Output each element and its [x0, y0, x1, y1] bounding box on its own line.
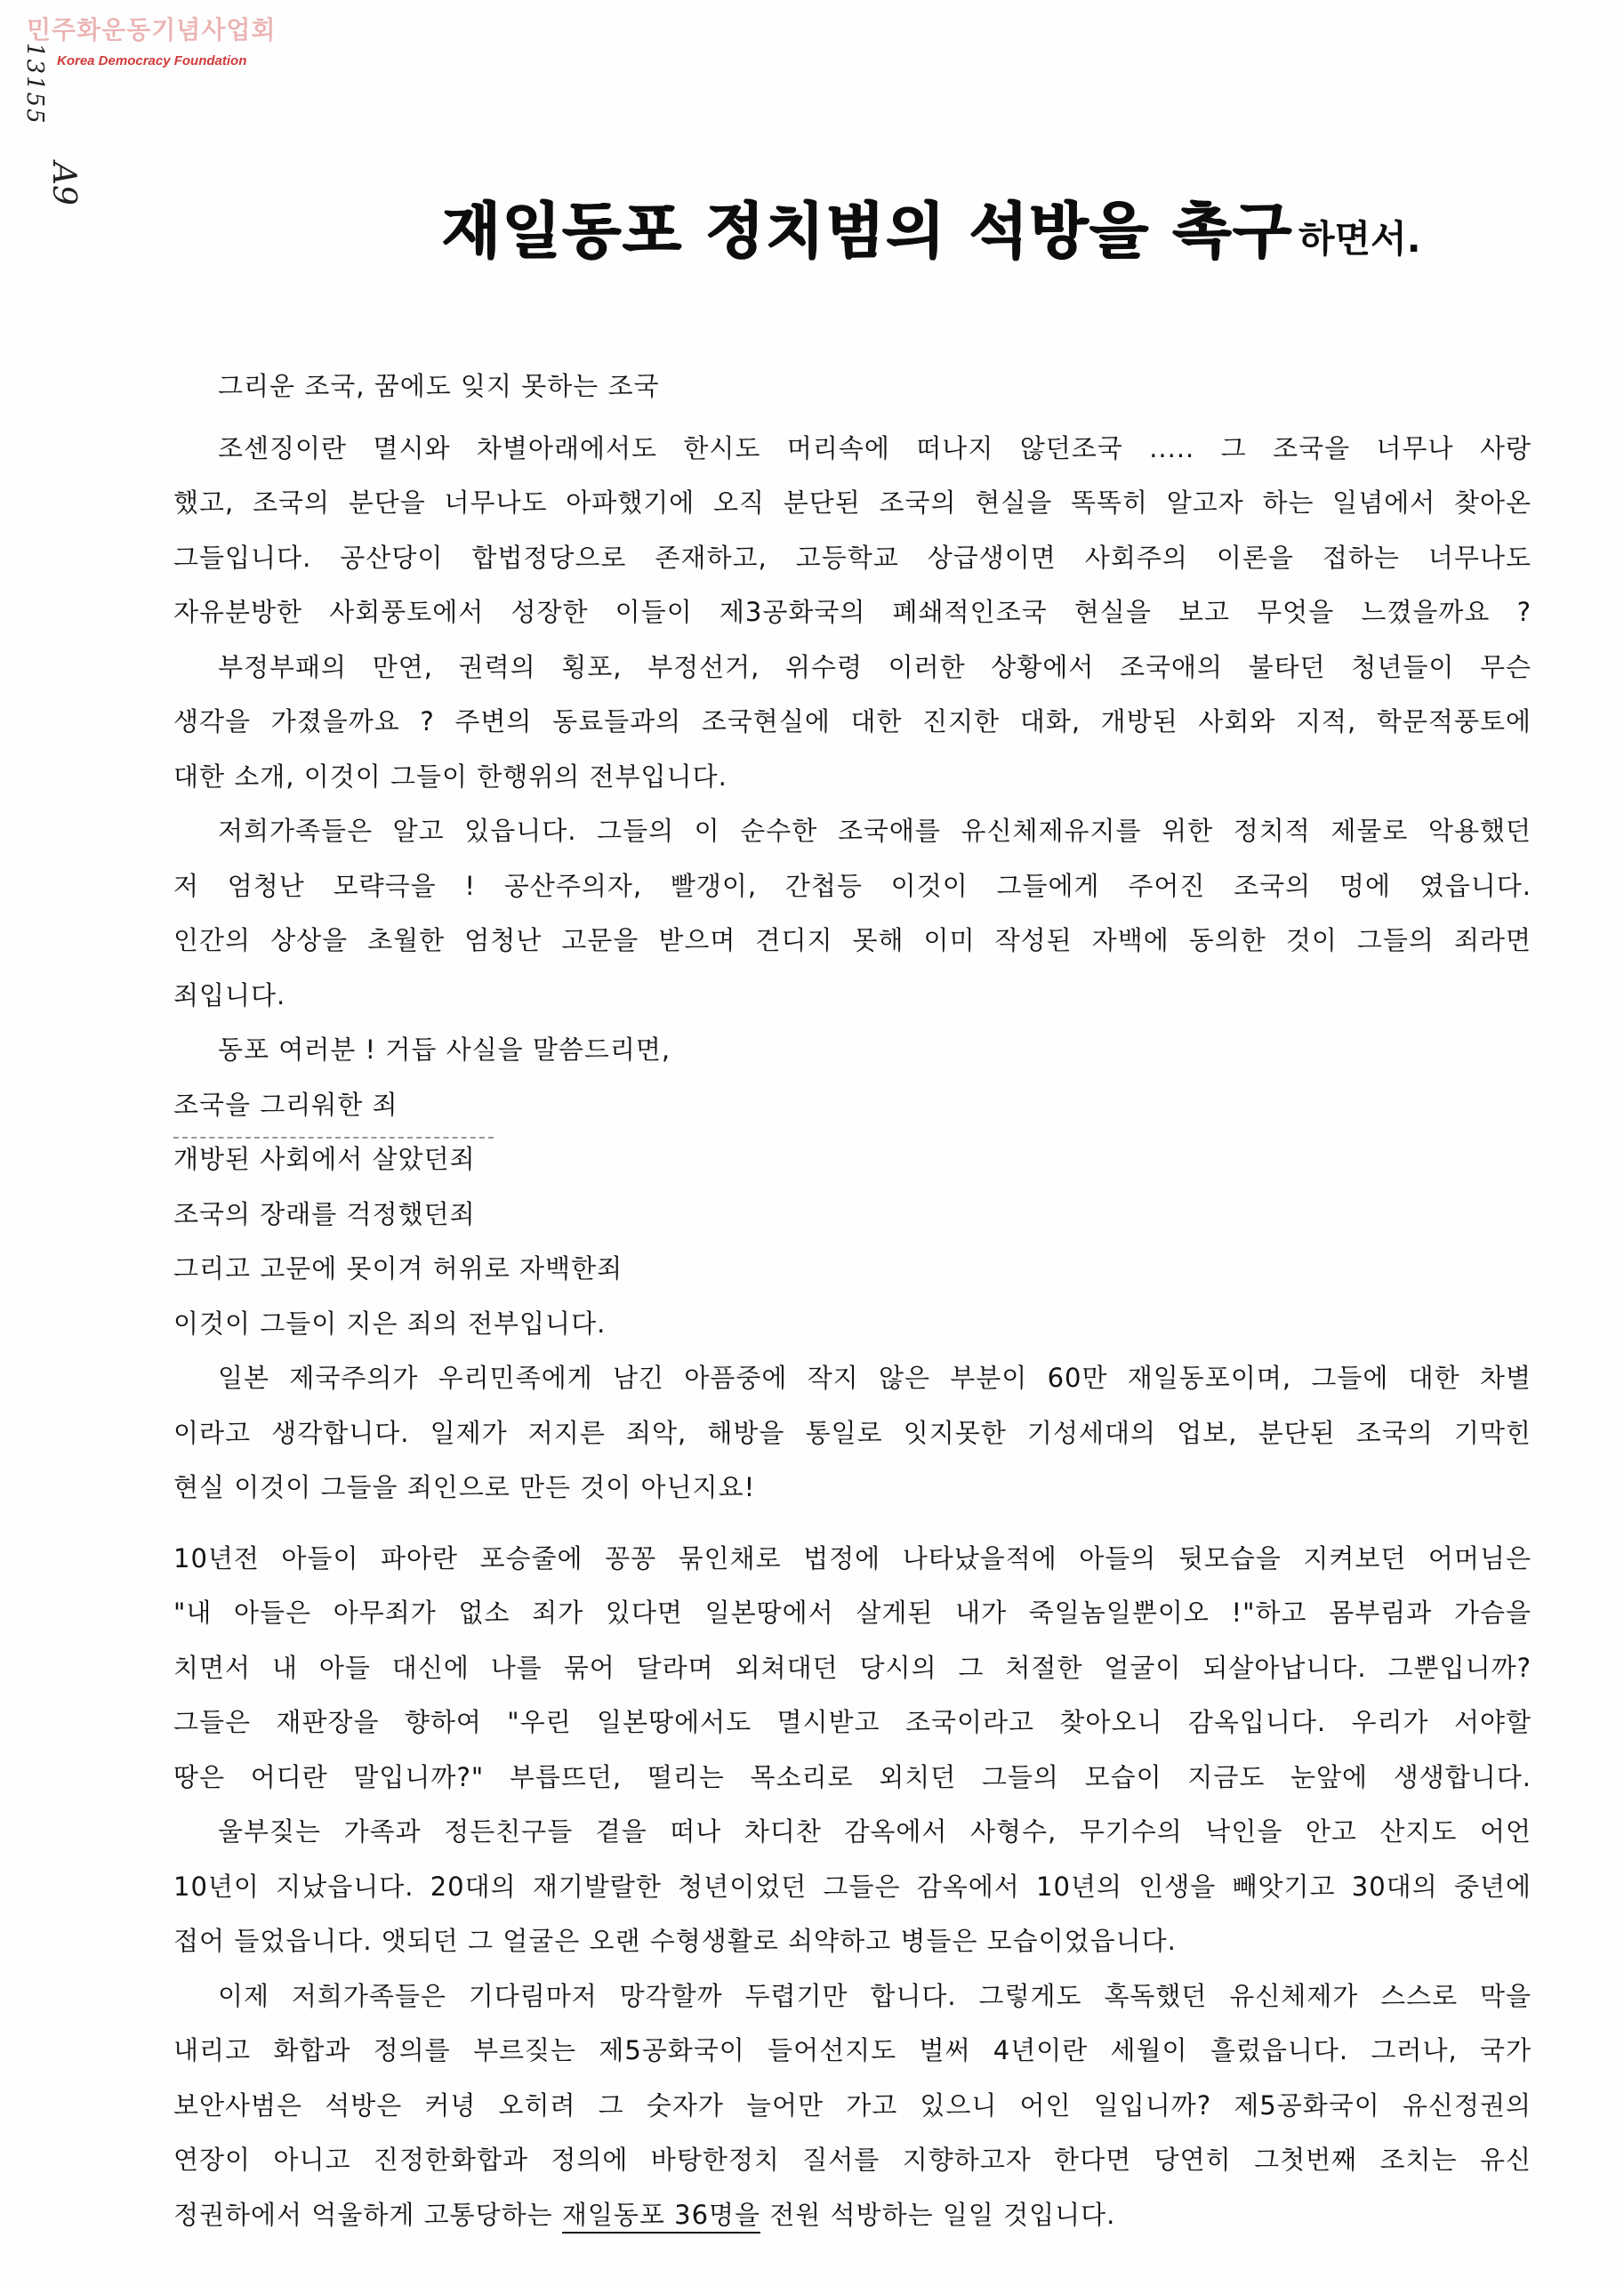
underlined-demand: 재일동포 36명을: [562, 2200, 760, 2234]
document-body: [173, 359, 1532, 2242]
body-line: 그리운 조국, 꿈에도 잊지 못하는 조국: [218, 371, 660, 401]
list-item: 그리고 고문에 못이겨 허위로 자백한죄: [173, 1253, 623, 1284]
body-line: 접어 들었읍니다. 앳되던 그 얼굴은 오랜 수형생활로 쇠약하고 병들은 모습이었읍니다.: [173, 1926, 1177, 1956]
paragraph-corruption: [173, 640, 1532, 805]
body-line: 자유분방한 사회풍토에서 성장한 이들이 제3공화국의 폐쇄적인조국 현실을 보고 무엇을 느꼈을까요 ?: [173, 597, 1532, 627]
body-line: 일본 제국주의가 우리민족에게 남긴 아픔중에 작지 않은 부분이 60만 재일동포이며, 그들에 대한 차별: [218, 1363, 1532, 1393]
paragraph-courtroom: [173, 1532, 1532, 1806]
body-line: 이것이 그들이 지은 죄의 전부입니다.: [173, 1308, 607, 1339]
paragraph-families-know: [173, 804, 1532, 1023]
body-line: 치면서 내 아들 대신에 나를 묶어 달라며 외쳐대던 당시의 그 처절한 얼굴이 되살아납니다. 그뿐입니까?: [173, 1652, 1532, 1683]
list-item: 조국을 그리워한 죄: [173, 1089, 398, 1120]
closing-line-end: 전원 석방하는 일일 것입니다.: [760, 2199, 1116, 2230]
body-line: 이제 저희가족들은 기다림마저 망각할까 두렵기만 합니다. 그렇게도 혹독했던 유신체제가 스스로 막을: [218, 1980, 1532, 2011]
margin-page-code: A9: [45, 162, 82, 205]
title-main: 재일동포 정치범의 석방을 촉구: [442, 197, 1293, 267]
body-line: 10년전 아들이 파아란 포승줄에 꽁꽁 묶인채로 법정에 나타났을적에 아들의 뒷모습을 지켜보던 어머님은: [173, 1542, 1532, 1574]
title-suffix: 하면서.: [1298, 217, 1421, 261]
body-line: 대한 소개, 이것이 그들이 한행위의 전부입니다.: [173, 761, 728, 792]
paragraph-ten-years: [173, 1805, 1532, 1969]
body-line: 그들입니다. 공산당이 합법정당으로 존재하고, 고등학교 상급생이면 사회주의 이론을 접하는 너무나도: [173, 542, 1532, 573]
body-line: 했고, 조국의 분단을 너무나도 아파했기에 오직 분단된 조국의 현실을 똑똑히 알고자 하는 일념에서 찾아온: [173, 487, 1532, 518]
paragraph-opening: [173, 359, 1532, 415]
body-line: 이라고 생각합니다. 일제가 저지른 죄악, 해방을 통일로 잇지못한 기성세대의 업보, 분단된 조국의 기막힌: [173, 1417, 1532, 1448]
body-line: 10년이 지났읍니다. 20대의 재기발랄한 청년이었던 그들은 감옥에서 10년의 인생을 빼앗기고 30대의 중년에: [173, 1871, 1532, 1902]
list-item: 조국의 장래를 걱정했던죄: [173, 1198, 476, 1229]
body-line: 연장이 아니고 진정한화합과 정의에 바탕한정치 질서를 지향하고자 한다면 당연히 그첫번째 조치는 유신: [173, 2145, 1532, 2175]
list-item: 개방된 사회에서 살았던죄: [173, 1144, 476, 1174]
body-line: 저 엄청난 모략극을 ! 공산주의자, 빨갱이, 간첩등 이것이 그들에게 주어진 조국의 멍에 였읍니다.: [173, 870, 1532, 901]
watermark-korean: 민주화운동기념사업회: [27, 15, 277, 44]
body-line: 조센징이란 멸시와 차별아래에서도 한시도 머리속에 떠나지 않던조국 ..... 그 조국을 너무나 사랑: [218, 432, 1532, 463]
body-line: 저희가족들은 알고 있읍니다. 그들의 이 순수한 조국애를 유신체제유지를 위한 정치적 제물로 악용했던: [218, 816, 1532, 846]
paragraph-appeal: [173, 1969, 1532, 2243]
body-line: 보안사범은 석방은 커녕 오히려 그 숫자가 늘어만 가고 있으니 어인 일입니까? 제5공화국이 유신정권의: [173, 2089, 1532, 2121]
body-line: "내 아들은 아무죄가 없소 죄가 있다면 일본땅에서 살게된 내가 죽일놈일뿐이오 !"하고 몸부림과 가슴을: [173, 1598, 1532, 1628]
closing-line: [173, 2188, 1532, 2243]
closing-line-start: 정권하에서 억울하게 고통당하는: [173, 2199, 562, 2230]
paragraph-imperialism: [173, 1351, 1532, 1516]
body-line: 인간의 상상을 초월한 엄청난 고문을 받으며 견디지 못해 이미 작성된 자백에 동의한 것이 그들의 죄라면: [173, 925, 1532, 955]
watermark-english: Korea Democracy Foundation: [57, 53, 247, 68]
body-line: 부정부패의 만연, 권력의 횡포, 부정선거, 위수령 이러한 상황에서 조국애의 불타던 청년들이 무슨: [218, 651, 1532, 682]
body-line: 동포 여러분 ! 거듭 사실을 말씀드리면,: [218, 1034, 671, 1065]
body-line: 울부짖는 가족과 정든친구들 곁을 떠나 차디찬 감옥에서 사형수, 무기수의 낙인을 안고 산지도 어언: [218, 1816, 1532, 1847]
body-line: 현실 이것이 그들을 죄인으로 만든 것이 아닌지요!: [173, 1472, 756, 1502]
body-line: 생각을 가졌을까요 ? 주변의 동료들과의 조국현실에 대한 진지한 대화, 개방된 사회와 지적, 학문적풍토에: [173, 706, 1532, 737]
body-line: 땅은 어디란 말입니까?" 부릅뜨던, 떨리는 목소리로 외치던 그들의 모습이 지금도 눈앞에 생생합니다.: [173, 1761, 1532, 1792]
body-line: 내리고 화합과 정의를 부르짖는 제5공화국이 들어선지도 벌써 4년이란 세월이 흘렀읍니다. 그러나, 국가: [173, 2035, 1532, 2065]
body-line: 죄입니다.: [173, 979, 286, 1010]
margin-archive-number: 13155: [21, 43, 48, 125]
paragraph-longing-for-homeland: [173, 422, 1532, 640]
body-line: 그들은 재판장을 향하여 "우린 일본땅에서도 멸시받고 조국이라고 찾아오니 감옥입니다. 우리가 서야할: [173, 1707, 1532, 1737]
paragraph-list-of-crimes: [173, 1023, 1532, 1351]
document-title: [442, 183, 1491, 272]
